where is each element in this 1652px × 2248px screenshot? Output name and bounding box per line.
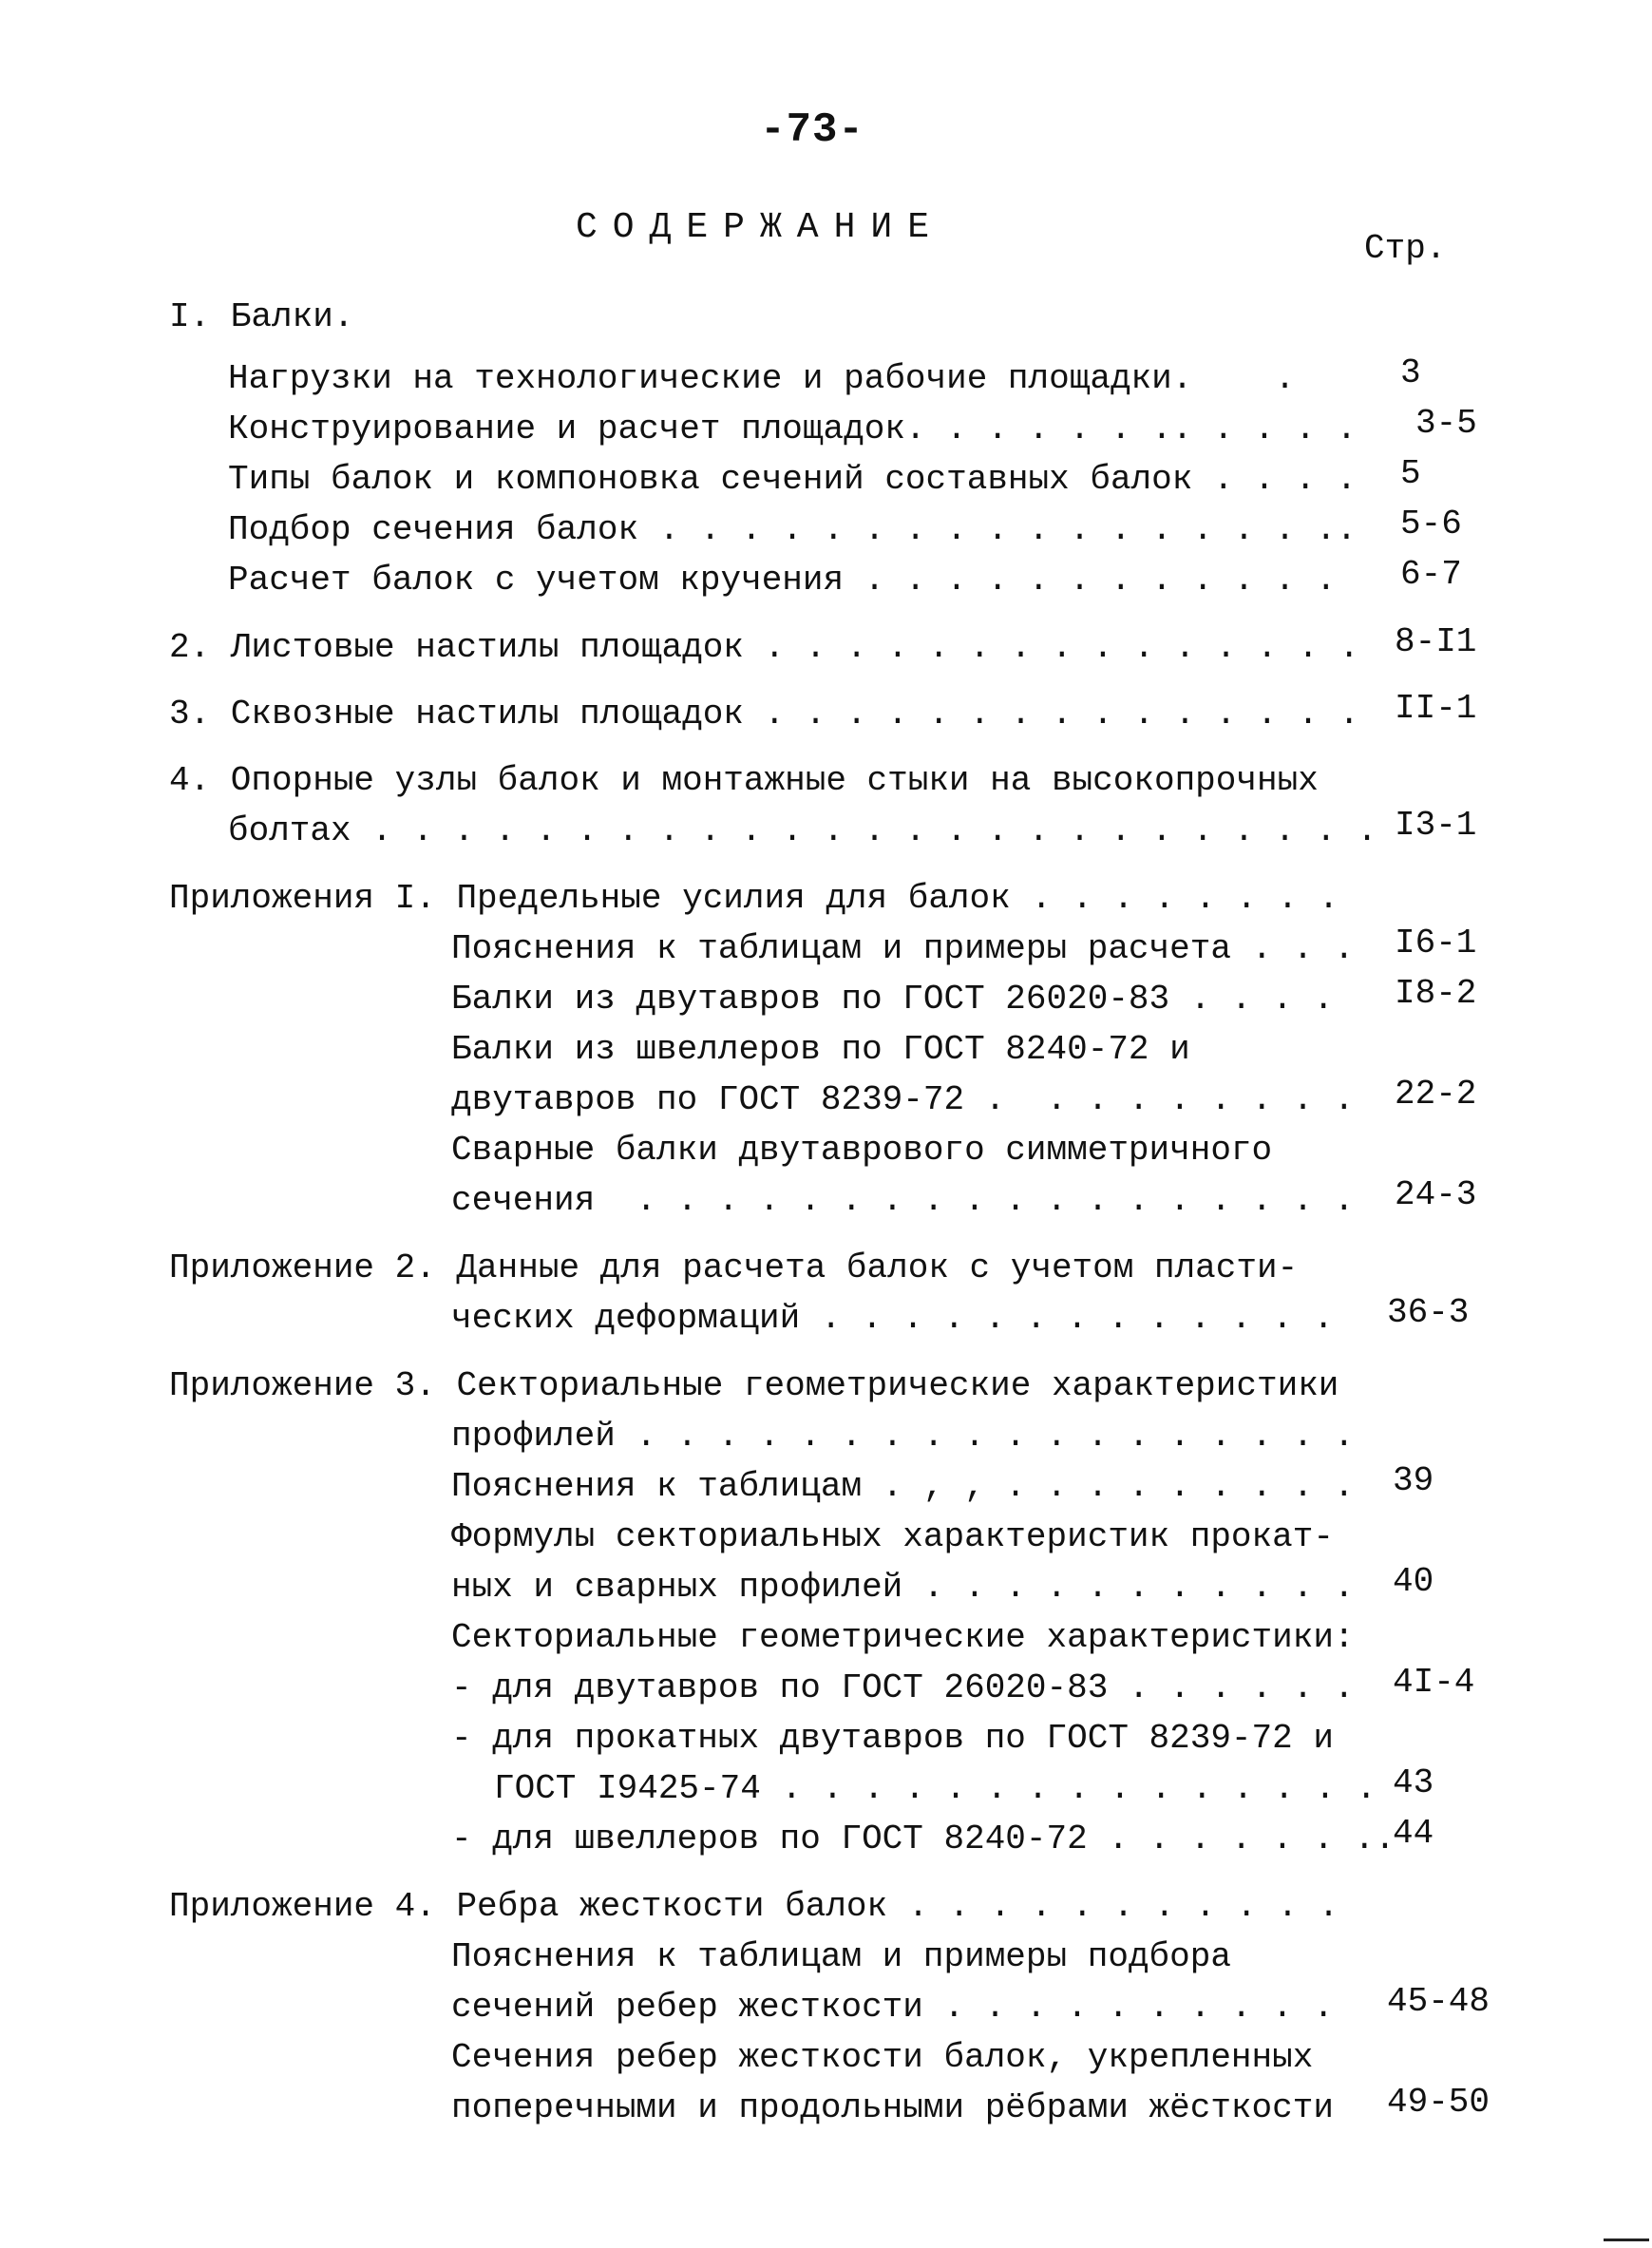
toc-entry: Конструирование и расчет площадок. . . . . . .. . . . . xyxy=(228,410,1358,448)
toc-entry: Балки из двутавров по ГОСТ 26020-83 . . . . xyxy=(451,980,1334,1019)
toc-entry: двутавров по ГОСТ 8239-72 . . . . . . . . . xyxy=(451,1080,1355,1119)
toc-entry: Типы балок и компоновка сечений составных балок . . . . xyxy=(228,460,1358,499)
toc-entry: I. Балки. xyxy=(169,297,354,336)
toc-page-number: 39 xyxy=(1393,1461,1434,1500)
toc-entry: - для прокатных двутавров по ГОСТ 8239-72 и xyxy=(451,1719,1334,1758)
toc-entry: Приложения I. Предельные усилия для балок . . . . . . . . xyxy=(169,879,1339,918)
toc-entry: - для двутавров по ГОСТ 26020-83 . . . . . . xyxy=(451,1668,1355,1707)
toc-entry: Пояснения к таблицам и примеры подбора xyxy=(451,1937,1231,1976)
toc-page-number: II-1 xyxy=(1395,689,1477,728)
toc-entry: Нагрузки на технологические и рабочие площадки. . xyxy=(228,359,1296,398)
toc-page-number: 3-5 xyxy=(1415,404,1477,443)
toc-entry: Приложение 2. Данные для расчета балок с учетом пласти- xyxy=(169,1248,1299,1287)
toc-page-number: 6-7 xyxy=(1400,555,1462,594)
toc-entry: Формулы секториальных характеристик прокат- xyxy=(451,1517,1334,1556)
toc-entry: Подбор сечения балок . . . . . . . . . . . . . . . . .. xyxy=(228,510,1358,549)
page-number: -73- xyxy=(760,106,864,154)
toc-page-number: 36-3 xyxy=(1387,1293,1470,1332)
toc-page-number: 4I-4 xyxy=(1393,1663,1475,1702)
toc-page-number: I6-1 xyxy=(1395,924,1477,962)
toc-entry: ческих деформаций . . . . . . . . . . . . . xyxy=(451,1299,1334,1338)
toc-entry: - для швеллеров по ГОСТ 8240-72 . . . . . . .. xyxy=(451,1819,1396,1858)
toc-entry: 2. Листовые настилы площадок . . . . . . . . . . . . . . . xyxy=(169,628,1360,667)
scan-edge-mark xyxy=(1604,2238,1649,2241)
toc-page-number: I3-1 xyxy=(1395,806,1477,845)
toc-page-number: 40 xyxy=(1393,1562,1434,1601)
page-title: СОДЕРЖАНИЕ xyxy=(575,207,945,248)
toc-entry: 4. Опорные узлы балок и монтажные стыки на высокопрочных xyxy=(169,761,1319,800)
page-column-label: Стр. xyxy=(1364,229,1447,268)
toc-page-number: 5 xyxy=(1400,454,1421,493)
toc-page-number: 43 xyxy=(1393,1763,1434,1802)
toc-entry: ГОСТ I9425-74 . . . . . . . . . . . . . . . xyxy=(494,1769,1377,1808)
toc-page-number: 5-6 xyxy=(1400,505,1462,543)
toc-entry: 3. Сквозные настилы площадок . . . . . . . . . . . . . . . xyxy=(169,695,1360,733)
toc-page-number: I8-2 xyxy=(1395,974,1477,1013)
toc-entry: сечения . . . . . . . . . . . . . . . . . . xyxy=(451,1181,1355,1220)
toc-entry: Балки из швеллеров по ГОСТ 8240-72 и xyxy=(451,1030,1190,1069)
toc-page-number: 44 xyxy=(1393,1814,1434,1853)
toc-page-number: 8-I1 xyxy=(1395,622,1477,661)
toc-entry: Сварные балки двутаврового симметричного xyxy=(451,1131,1273,1170)
toc-entry: профилей . . . . . . . . . . . . . . . . . . xyxy=(451,1417,1355,1456)
toc-entry: Приложение 4. Ребра жесткости балок . . . . . . . . . . . xyxy=(169,1887,1339,1926)
toc-page-number: 45-48 xyxy=(1387,1982,1491,2021)
toc-entry: сечений ребер жесткости . . . . . . . . . . xyxy=(451,1988,1334,2027)
toc-entry: поперечными и продольными рёбрами жёсткости xyxy=(451,2088,1334,2127)
toc-page-number: 3 xyxy=(1400,353,1421,392)
toc-entry: болтах . . . . . . . . . . . . . . . . . . . . . . . . . xyxy=(228,811,1377,850)
toc-entry: ных и сварных профилей . . . . . . . . . . . xyxy=(451,1568,1355,1607)
toc-entry: Расчет балок с учетом кручения . . . . . . . . . . . . xyxy=(228,561,1337,600)
toc-entry: Приложение 3. Секториальные геометрические характеристики xyxy=(169,1366,1339,1405)
toc-entry: Секториальные геометрические характеристики: xyxy=(451,1618,1355,1657)
toc-page-number: 24-3 xyxy=(1395,1175,1477,1214)
toc-entry: Пояснения к таблицам и примеры расчета . . . xyxy=(451,929,1355,968)
toc-entry: Сечения ребер жесткости балок, укрепленных xyxy=(451,2038,1314,2077)
toc-page-number: 22-2 xyxy=(1395,1075,1477,1114)
toc-page-number: 49-50 xyxy=(1387,2083,1491,2122)
toc-entry: Пояснения к таблицам . , , . . . . . . . . . xyxy=(451,1467,1355,1506)
